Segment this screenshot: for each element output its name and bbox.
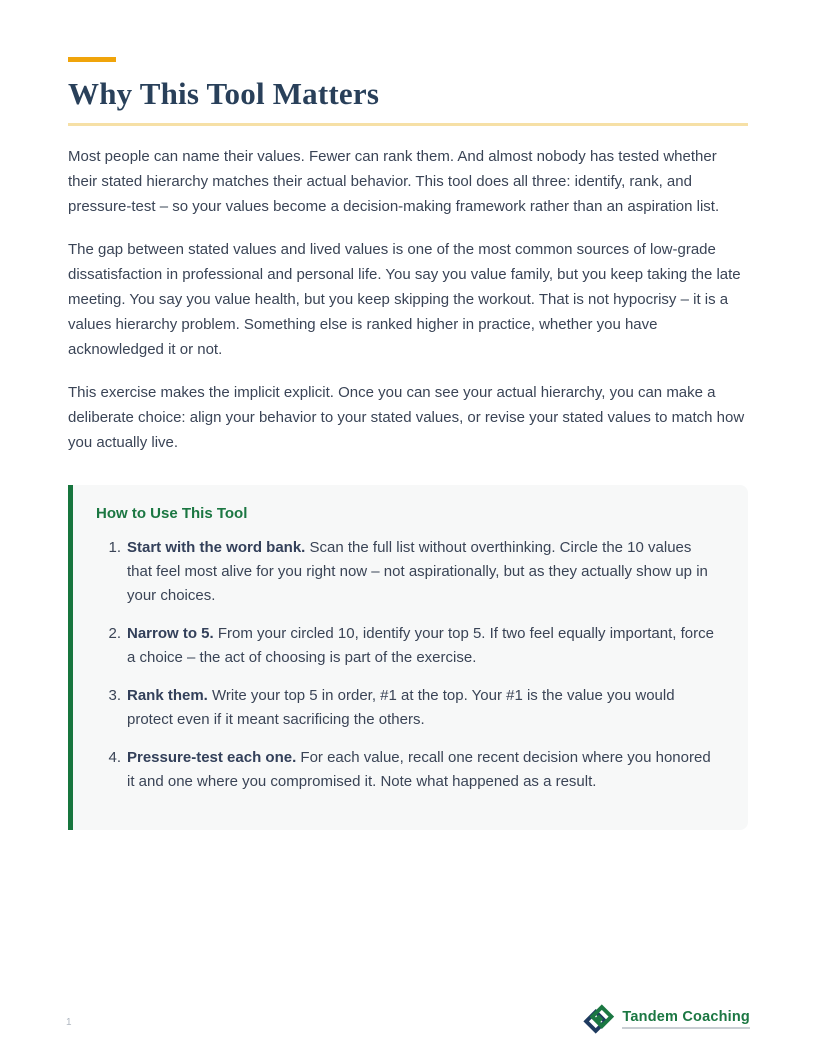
intro-paragraph-3: This exercise makes the implicit explicit. Once you can see your actual hierarchy, you can make a deliberate choice: align your behavior to your stated values, or revise your stated values to match how you actually live. (68, 384, 745, 452)
page-footer (0, 1000, 816, 1034)
step-item-2 (93, 622, 720, 670)
step-number: 2. (108, 625, 121, 643)
intro-paragraph-1: Most people can name their values. Fewer can rank them. And almost nobody has tested whether their stated hierarchy matches their actual behavior. This tool does all three: identify, rank, and pressure-test – so your values become a decision-making framework rather than an aspiration list. (68, 148, 720, 216)
step-description: Write your top 5 in order, #1 at the top. Your #1 is the value you would protect even if it meant sacrificing the others. (127, 687, 675, 729)
title-accent-bar (68, 57, 116, 62)
step-lead: Narrow to 5. (127, 625, 214, 643)
callout-heading: How to Use This Tool (96, 505, 248, 523)
how-to-use-callout (68, 485, 748, 830)
step-item-4 (93, 746, 720, 794)
step-lead: Pressure-test each one. (127, 749, 297, 767)
intro-paragraph-2: The gap between stated values and lived values is one of the most common sources of low-grade dissatisfaction in professional and personal life. You say you value family, but you keep taking the late meeting. You say you value health, but you keep skipping the workout. That is not hypocrisy – it is a values hierarchy problem. Something else is ranked higher in practice, whether you have acknowledged it or not. (68, 241, 741, 359)
step-text (127, 536, 720, 608)
brand-logo (583, 1004, 750, 1034)
step-number: 4. (108, 749, 121, 767)
tandem-diamond-icon (583, 1004, 615, 1034)
step-item-3 (93, 684, 720, 732)
brand-name: Tandem Coaching (622, 1009, 750, 1029)
step-description: For each value, recall one recent decision where you honored it and one where you compromised it. Note what happened as a result. (127, 749, 711, 791)
step-description: Scan the full list without overthinking. Circle the 10 values that feel most alive for you right now – not aspirationally, but as they actually show up in your choices. (127, 539, 708, 605)
page-title: Why This Tool Matters (68, 77, 748, 126)
step-text (127, 622, 720, 670)
step-lead: Start with the word bank. (127, 539, 306, 557)
step-text (127, 684, 720, 732)
step-text (127, 746, 720, 794)
step-number: 3. (108, 687, 121, 705)
step-lead: Rank them. (127, 687, 208, 705)
step-number: 1. (108, 539, 121, 557)
page-content (68, 0, 748, 830)
steps-list (93, 536, 720, 794)
page-number: 1 (66, 1017, 72, 1028)
step-description: From your circled 10, identify your top 5. If two feel equally important, force a choice – the act of choosing is part of the exercise. (127, 625, 714, 667)
step-item-1 (93, 536, 720, 608)
